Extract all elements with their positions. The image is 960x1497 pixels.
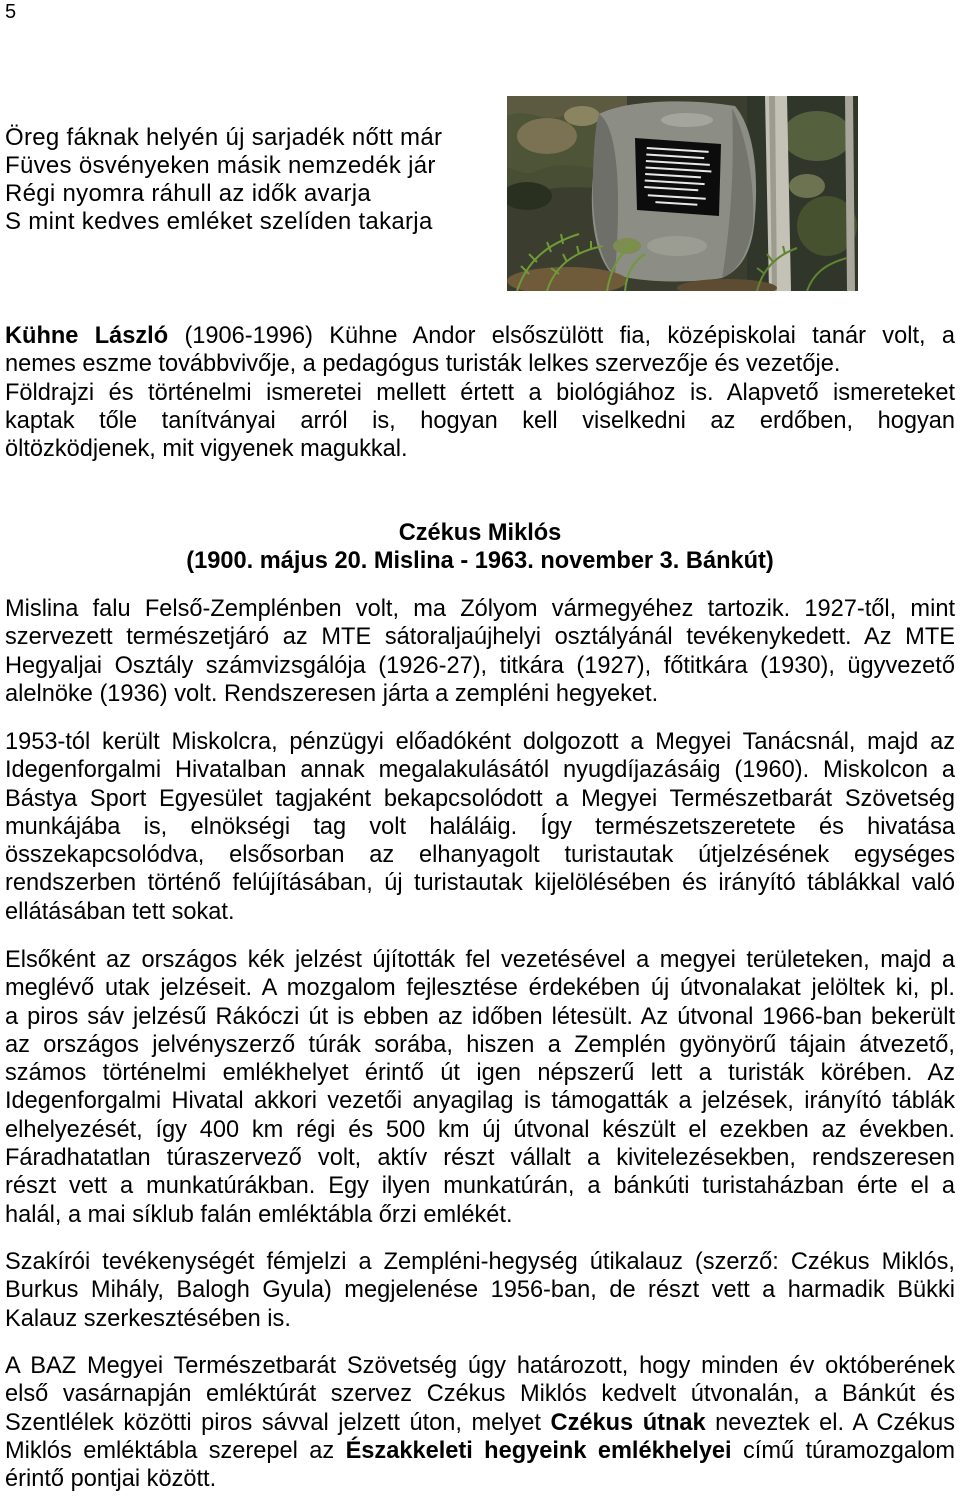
text-line — [5, 595, 955, 623]
text-segment: című túramozgalom — [731, 1437, 955, 1464]
text-segment: szervezett természetjáró az MTE sátoraljaújhelyi osztályánál tevékenykedett. Az MTE — [5, 624, 955, 651]
bold-text: Északkeleti hegyeink emlékhelyei — [345, 1437, 732, 1464]
text-segment: (1906-1996) Kühne Andor elsőszülött fia, középiskolai tanár volt, a — [168, 323, 956, 349]
text-line — [5, 1201, 955, 1229]
text-line — [5, 322, 955, 350]
text-line — [5, 350, 955, 378]
text-segment: Szentlélek közötti piros sávval jelzett úton, melyet — [5, 1409, 551, 1436]
text-line — [5, 841, 955, 869]
text-segment: Fáradhatatlan túraszervező volt, aktív részt vállalt a kivitelezésekben, rendszeresen — [5, 1145, 955, 1172]
paragraph — [5, 946, 955, 1229]
text-line — [5, 1031, 955, 1059]
text-segment: öltözködjenek, mit vigyenek magukkal. — [5, 436, 408, 463]
text-segment: meglévő utak jelzéseit. A mozgalom fejlesztése érdekében új útvonalakat jelöltek ki, pl. — [5, 975, 955, 1002]
text-segment: Bástya Sport Egyesület tagjaként bekapcsolódott a Megyei Természetbarát Szövetség — [5, 785, 955, 812]
poem-line: Füves ösvényeken másik nemzedék jár — [5, 152, 436, 179]
text-line — [5, 1144, 955, 1172]
photo-foliage — [517, 118, 577, 154]
text-line — [5, 813, 955, 841]
text-segment: Kalauz szerkesztésében is. — [5, 1305, 291, 1332]
text-line — [5, 652, 955, 680]
biography-paragraph — [5, 1352, 955, 1493]
biography-paragraph — [5, 728, 955, 926]
poem-line: Régi nyomra ráhull az idők avarja — [5, 180, 372, 207]
kuhne-laszlo-section — [5, 322, 955, 463]
text-segment: Hegyaljai Osztály számvizsgálója (1926-27), titkára (1927), főtitkára (1930), ügyvezető — [5, 652, 955, 679]
bold-text: Kühne László — [5, 323, 169, 349]
text-segment: nemes eszme továbbvivője, a pedagógus turisták lelkes szervezője és vezetője. — [5, 351, 841, 378]
text-line — [5, 1087, 955, 1115]
text-line — [5, 898, 955, 926]
paragraph — [5, 379, 955, 464]
text-line — [5, 1305, 955, 1333]
text-line — [5, 435, 955, 463]
text-segment: Idegenforgalmi Hivatal akkori vezetői anyagilag is támogatták a jelzések, irányító táblák — [5, 1088, 955, 1115]
text-line — [5, 1465, 955, 1493]
bold-text: Czékus útnak — [550, 1409, 706, 1436]
text-segment: részt vett a munkatúrákban. Egy ilyen munkatúrán, a bánkúti turistaházban érte el a — [5, 1173, 955, 1200]
text-segment: munkájába is, elnökségi tag volt haláláig. Így természetszeretete és hivatása — [5, 813, 955, 840]
text-segment: ellátásában tett sokat. — [5, 898, 235, 925]
biography-paragraph — [5, 1248, 955, 1333]
text-line — [5, 623, 955, 651]
text-segment: Szakírói tevékenységét fémjelzi a Zempléni-hegység útikalauz (szerző: Czékus Miklós, — [5, 1249, 955, 1275]
paragraph — [5, 1248, 955, 1333]
text-line — [5, 680, 955, 708]
heading-dates: (1900. május 20. Mislina - 1963. november 3. Bánkút) — [186, 548, 774, 575]
text-line — [5, 728, 955, 756]
text-line — [5, 1059, 955, 1087]
text-segment: elhelyezését, így 400 km régi és 500 km új útvonal készült el ezekben az években. — [5, 1116, 955, 1143]
biography-paragraph — [5, 946, 955, 1229]
paragraph — [5, 728, 955, 926]
text-segment: Elsőként az országos kék jelzést újították fel vezetésével a megyei területeken, majd a — [5, 947, 955, 973]
text-segment: alelnöke (1936) volt. Rendszeresen járta a zempléni hegyeket. — [5, 680, 659, 707]
poem — [5, 124, 442, 236]
text-line — [5, 1003, 955, 1031]
text-segment: A BAZ Megyei Természetbarát Szövetség úgy határozott, hogy minden év októberének — [5, 1353, 955, 1379]
text-line — [5, 756, 955, 784]
photo-foliage — [564, 106, 600, 126]
text-segment: számos történelmi emlékhelyet érintő út igen népszerű lett a turisták körében. Az — [5, 1060, 955, 1087]
poem-line: Öreg fáknak helyén új sarjadék nőtt már — [5, 124, 443, 151]
text-segment: első vasárnapján emléktúrát szervez Czékus Miklós kedvelt útvonalán, a Bánkút és — [5, 1381, 955, 1408]
text-segment: az országos jelvényszerző túrák sorába, hiszen a Zemplén gyönyörű tájain átvezető, — [5, 1031, 955, 1058]
text-line — [5, 1409, 955, 1437]
section-heading — [0, 519, 960, 576]
text-segment: Idegenforgalmi Hivatalban annak megalakulásától nyugdíjazásáig (1960). Miskolcon a — [5, 757, 955, 784]
text-line — [5, 1352, 955, 1380]
text-segment: 1953-tól került Miskolcra, pénzügyi előadóként dolgozott a Megyei Tanácsnál, majd az — [5, 729, 955, 755]
text-line — [5, 869, 955, 897]
tree-trunk — [765, 96, 791, 291]
text-segment: Mislina falu Felső-Zemplénben volt, ma Zólyom vármegyéhez tartozik. 1927-től, mint — [5, 596, 955, 622]
heading-name: Czékus Miklós — [398, 520, 562, 546]
text-line — [5, 785, 955, 813]
paragraph — [5, 322, 955, 379]
rock-moss — [613, 238, 641, 254]
text-segment: összekapcsolódva, elsősorban az elhanyagolt turistautak útjelzésének egységes — [5, 842, 955, 869]
paragraph — [5, 1352, 955, 1493]
text-segment: Burkus Mihály, Balogh Gyula) megjelenése 1956-ban, de részt vett a harmadik Bükki — [5, 1277, 955, 1304]
photo-foliage — [789, 174, 825, 198]
text-segment: halál, a mai síklub falán emléktábla őrzi emlékét. — [5, 1201, 513, 1228]
text-line — [5, 1172, 955, 1200]
text-line — [5, 379, 955, 407]
text-line — [5, 1437, 955, 1465]
paragraph — [5, 595, 955, 708]
text-line — [5, 946, 955, 974]
text-line — [5, 1276, 955, 1304]
text-segment: Miklós emléktábla szerepel az — [5, 1437, 346, 1464]
text-line — [5, 1116, 955, 1144]
rock-highlight — [661, 113, 713, 127]
biography-paragraph — [5, 595, 955, 708]
poem-line: S mint kedves emléket szelíden takarja — [5, 208, 433, 235]
page-number: 5 — [5, 1, 17, 23]
memorial-stone-photo — [507, 96, 858, 291]
photo-foliage — [782, 111, 852, 161]
text-segment: kaptak tőle tanítványai arról is, hogyan kell viselkedni az erdőben, hogyan — [5, 407, 955, 434]
text-segment: érintő pontjai között. — [5, 1466, 217, 1493]
text-line — [5, 1380, 955, 1408]
text-line — [5, 407, 955, 435]
rock-highlight — [647, 236, 707, 256]
text-segment: neveztek el. A Czékus — [705, 1409, 955, 1436]
text-segment: a piros sáv jelzésű Rákóczi út is ebben az időben létesült. Az útvonal 1966-ban bekerült — [5, 1003, 955, 1030]
text-segment: Földrajzi és történelmi ismeretei mellett értett a biológiához is. Alapvető ismereteket — [5, 379, 955, 406]
text-line — [5, 974, 955, 1002]
text-segment: rendszerben történő felújításában, új turistautak kijelölésében és irányító táblákkal való — [5, 870, 955, 897]
text-line — [5, 1248, 955, 1276]
